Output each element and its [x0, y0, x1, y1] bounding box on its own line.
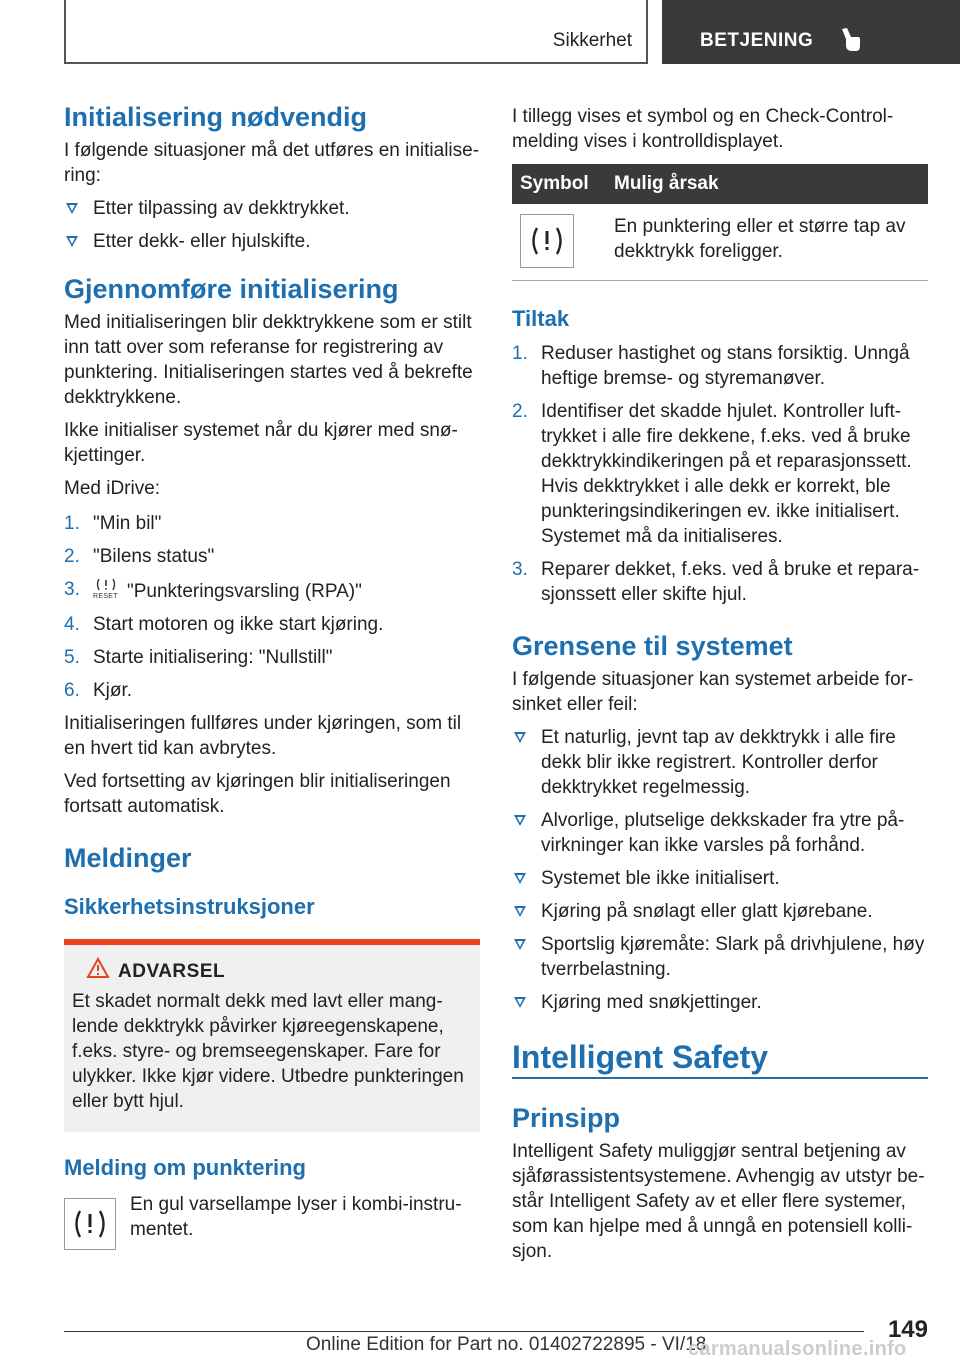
list-item: Etter tilpassing av dekktrykket.	[64, 196, 480, 221]
bullet-triangle-icon	[514, 873, 526, 884]
section-tab	[64, 0, 648, 64]
bullet-triangle-icon	[514, 732, 526, 743]
step-item: 5. Starte initialisering: "Nullstill"	[64, 647, 333, 668]
paragraph: I følgende situasjoner må det utføres en initialise-ring:	[64, 140, 480, 186]
heading-intelligent-safety: Intelligent Safety	[512, 1039, 769, 1075]
chapter-tab-label: BETJENING	[700, 30, 814, 51]
step-item: 6. Kjør.	[64, 680, 133, 701]
step-item: 3. RESET "Punkteringsvarsling (RPA)"	[64, 579, 362, 602]
paragraph: Med initialiseringen blir dekktrykkene som er stilt inn tatt over som referanse for registrering av punktering. Initialiseringen startes ved å bekrefte dekktrykkene.	[64, 312, 473, 408]
bullet-triangle-icon	[66, 236, 78, 247]
page-number: 149	[887, 1316, 928, 1343]
list-item: Systemet ble ikke initialisert.	[512, 866, 928, 891]
left-column	[64, 100, 480, 1250]
step-item: 2. Identifiser det skadde hjulet. Kontroller luft-trykket i alle fire dekkene, f.eks. ved å bruke dekktrykkindikeringen på et reparasjonssett. Hvis dekktrykket i alle dekk er korrekt, ble punkteringsindikeringen ev. ikke initialisert. Systemet må da initialiseres.	[512, 401, 912, 547]
bullet-triangle-icon	[514, 906, 526, 917]
footer-rule	[64, 1331, 864, 1332]
bullet-triangle-icon	[514, 939, 526, 950]
reset-label: RESET	[93, 593, 118, 600]
table-row	[512, 204, 928, 281]
step-item: 4. Start motoren og ikke start kjøring.	[64, 614, 384, 635]
table-header-cause: Mulig årsak	[606, 164, 928, 204]
heading-melding-om-punktering: Melding om punktering	[64, 1155, 306, 1180]
edition-text: Online Edition for Part no. 01402722895 - VI/18	[306, 1334, 707, 1355]
warning-triangle-icon	[86, 957, 110, 979]
step-list	[512, 341, 928, 607]
paragraph: I følgende situasjoner kan systemet arbeide for-sinket eller feil:	[512, 669, 914, 715]
tire-reset-icon	[93, 577, 119, 601]
bullet-list	[64, 196, 480, 254]
bullet-triangle-icon	[66, 203, 78, 214]
list-item: Sportslig kjøremåte: Slark på drivhjulene, høy tverrbelastning.	[512, 932, 928, 982]
paragraph: I tillegg vises et symbol og en Check-Control-melding vises i kontrolldisplayet.	[512, 106, 894, 152]
warning-box	[64, 945, 480, 1132]
right-column	[512, 100, 928, 1264]
table-cell-symbol	[512, 204, 606, 281]
warning-text: Et skadet normalt dekk med lavt eller mang-lende dekktrykk påvirker kjøreegenskapene, f.eks. styre- og bremseegenskaper. Fare for ulykker. Ikke kjør videre. Utbedre punkteringen eller bytt hjul.	[72, 991, 464, 1112]
list-item: Et naturlig, jevnt tap av dekktrykk i alle fire dekk blir ikke registrert. Kontroller derfor dekktrykket regelmessig.	[512, 725, 928, 800]
hand-pointer-icon	[838, 27, 862, 53]
heading-sikkerhetsinstruksjoner: Sikkerhetsinstruksjoner	[64, 894, 315, 919]
section-tab-label: Sikkerhet	[552, 30, 632, 51]
message-row	[64, 1192, 480, 1250]
list-item: Etter dekk- eller hjulskifte.	[64, 229, 480, 254]
bullet-triangle-icon	[514, 997, 526, 1008]
heading-meldinger: Meldinger	[64, 843, 192, 873]
step-list	[64, 511, 480, 703]
heading-initialisering: Initialisering nødvendig	[64, 102, 368, 132]
tire-pressure-warning-icon	[64, 1198, 116, 1250]
heading-tiltak: Tiltak	[512, 306, 570, 331]
list-item: Kjøring på snølagt eller glatt kjørebane.	[512, 899, 928, 924]
tire-pressure-warning-icon	[520, 214, 574, 268]
bullet-list	[512, 725, 928, 1015]
paragraph: Intelligent Safety muliggjør sentral betjening av sjåførassistentsystemene. Avhengig av utstyr be-står Intelligent Safety av et eller flere systemer, som kan hjelpe med å unngå en potensiell kolli-sjon.	[512, 1141, 925, 1262]
step-item: 3. Reparer dekket, f.eks. ved å bruke et repara-sjonssett eller skifte hjul.	[512, 559, 920, 605]
step-item: 1. Reduser hastighet og stans forsiktig. Unngå heftige bremse- og styremanøver.	[512, 343, 910, 389]
table-header-symbol: Symbol	[512, 164, 606, 204]
paragraph: Initialiseringen fullføres under kjøringen, som til en hvert tid kan avbrytes.	[64, 713, 462, 759]
bullet-triangle-icon	[514, 815, 526, 826]
list-item: Alvorlige, plutselige dekkskader fra ytre på-virkninger kan ikke varsles på forhånd.	[512, 808, 928, 858]
watermark-brand: carmanualsonline.info	[688, 1338, 907, 1360]
heading-grensene: Grensene til systemet	[512, 631, 793, 661]
step-item: 2. "Bilens status"	[64, 546, 215, 567]
paragraph: Med iDrive:	[64, 478, 161, 499]
warning-title: ADVARSEL	[118, 961, 226, 982]
paragraph: Ved fortsetting av kjøringen blir initialiseringen fortsatt automatisk.	[64, 771, 451, 817]
heading-prinsipp: Prinsipp	[512, 1103, 621, 1133]
table-cell-cause: En punktering eller et større tap av dekktrykk foreligger.	[606, 204, 928, 281]
step-item: 1. "Min bil"	[64, 513, 162, 534]
message-text: En gul varsellampe lyser i kombi-instru-mentet.	[130, 1194, 462, 1240]
chapter-tab	[662, 0, 960, 64]
symbol-table	[512, 164, 928, 281]
page-header	[64, 0, 960, 64]
list-item: Kjøring med snøkjettinger.	[512, 990, 928, 1015]
paragraph: Ikke initialiser systemet når du kjører med snø-kjettinger.	[64, 420, 458, 466]
heading-gjennomfore: Gjennomføre initialisering	[64, 274, 399, 304]
